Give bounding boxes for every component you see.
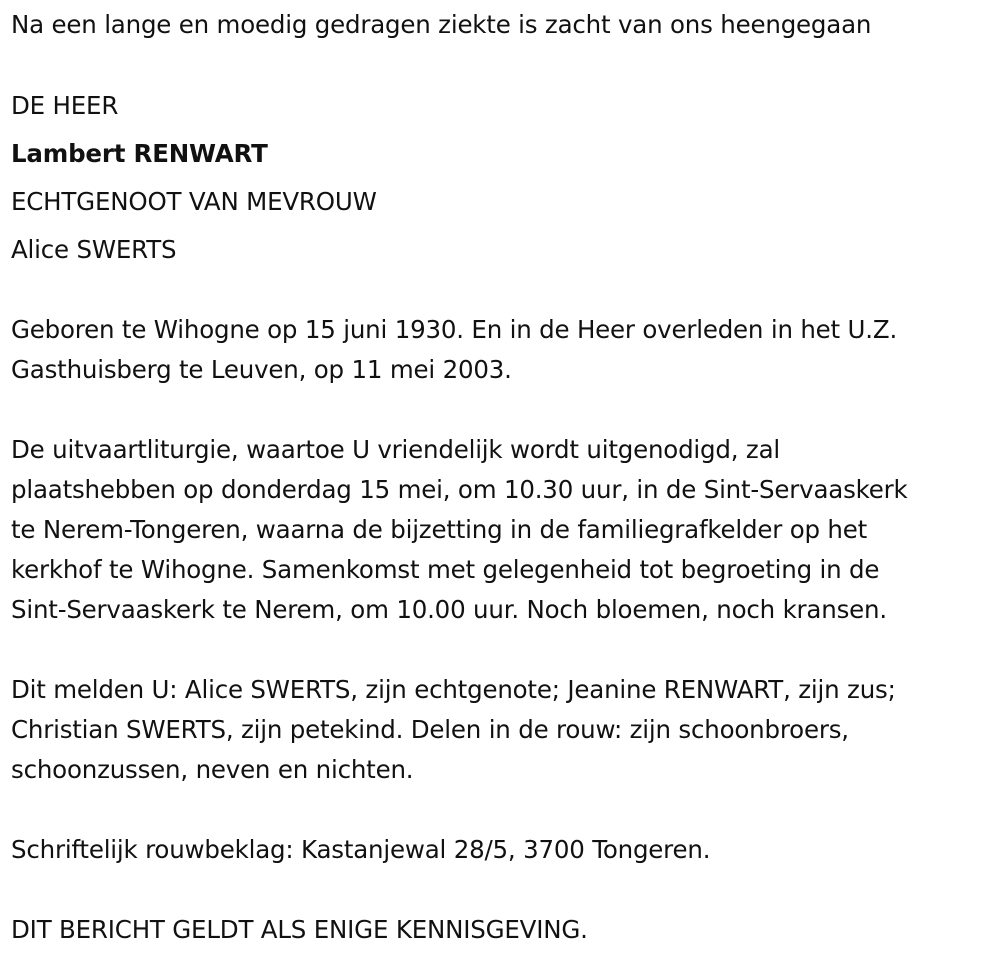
spouse-label: ECHTGENOOT VAN MEVROUW <box>11 187 377 216</box>
birth-death-line: Geboren te Wihogne op 15 juni 1930. En in de Heer overleden in het U.Z. <box>11 315 898 344</box>
birth-death-paragraph <box>11 310 897 390</box>
condolence-line: Schriftelijk rouwbeklag: Kastanjewal 28/5, 3700 Tongeren. <box>11 835 711 864</box>
family-line: Dit melden U: Alice SWERTS, zijn echtgenote; Jeanine RENWART, zijn zus; <box>11 675 896 704</box>
family-line: schoonzussen, neven en nichten. <box>11 755 414 784</box>
funeral-line: plaatshebben op donderdag 15 mei, om 10.30 uur, in de Sint-Servaaskerk <box>11 475 908 504</box>
spouse-name: Alice SWERTS <box>11 235 177 264</box>
closing-statement <box>11 910 588 950</box>
birth-death-line: Gasthuisberg te Leuven, op 11 mei 2003. <box>11 355 512 384</box>
condolence-address <box>11 830 710 870</box>
family-paragraph <box>11 670 896 790</box>
intro-text: Na een lange en moedig gedragen ziekte is zacht van ons heengegaan <box>11 10 872 39</box>
funeral-line: te Nerem-Tongeren, waarna de bijzetting in de familiegrafkelder op het <box>11 515 868 544</box>
family-line: Christian SWERTS, zijn petekind. Delen in de rouw: zijn schoonbroers, <box>11 715 849 744</box>
funeral-line: kerkhof te Wihogne. Samenkomst met gelegenheid tot begroeting in de <box>11 555 880 584</box>
funeral-paragraph <box>11 430 907 630</box>
closing-line: DIT BERICHT GELDT ALS ENIGE KENNISGEVING. <box>11 915 588 944</box>
title-line: DE HEER <box>11 91 119 120</box>
funeral-line: De uitvaartliturgie, waartoe U vriendelijk wordt uitgenodigd, zal <box>11 435 781 464</box>
deceased-name: Lambert RENWART <box>11 139 268 168</box>
funeral-line: Sint-Servaaskerk te Nerem, om 10.00 uur. Noch bloemen, noch kransen. <box>11 595 887 624</box>
